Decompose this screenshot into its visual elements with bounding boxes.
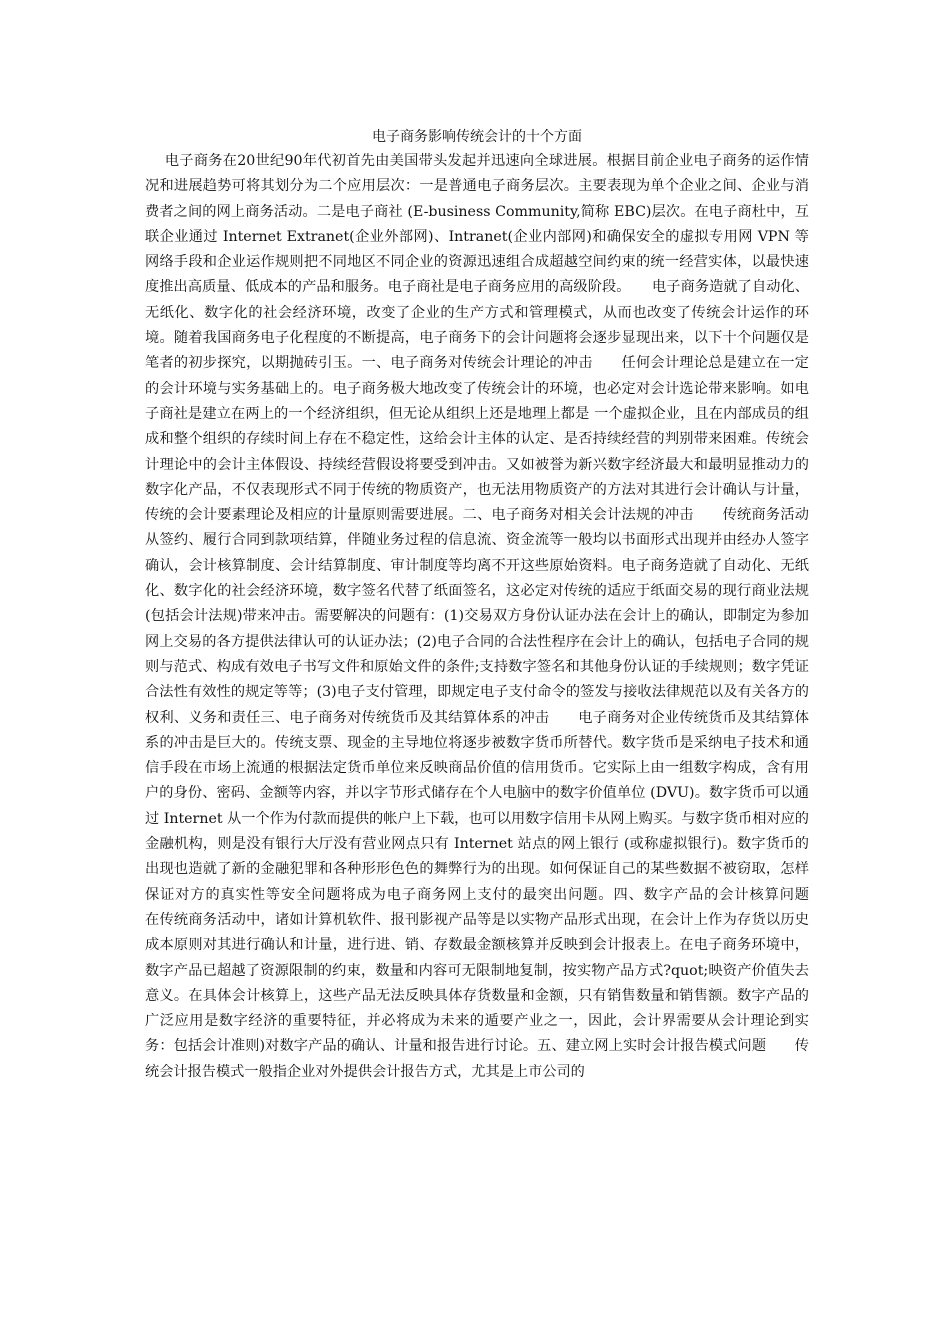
document-page <box>145 126 838 1085</box>
document-body: 电子商务在20世纪90年代初首先由美国带头发起并迅速向全球进展。根据目前企业电子商务的运作情况和进展趋势可将其划分为二个应用层次：一是普通电子商务层次。主要表现为单个企业之间、企业与消费者之间的网上商务活动。二是电子商社 (E-business Community,简称 EBC)层次。在电子商杜中，互联企业通过 Internet Extranet(企业外部网)、Intranet(企业内部网)和确保安全的虚拟专用网 VPN 等网络手段和企业运作规则把不同地区不同企业的资源迅速组合成超越空间约束的统一经营实体，以最快速度推出高质量、低成本的产品和服务。电子商社是电子商务应用的高级阶段。 电子商务造就了自动化、无纸化、数字化的社会经济环境，改变了企业的生产方式和管理模式，从而也改变了传统会计运作的环境。随着我国商务电子化程度的不断提高，电子商务下的会计问题将会逐步显现出来，以下十个问题仅是笔者的初步探究，以期抛砖引玉。一、电子商务对传统会计理论的冲击 任何会计理论总是建立在一定的会计环境与实务基础上的。电子商务极大地改变了传统会计的环境，也必定对会计选论带来影响。如电子商社是建立在两上的一个经济组织，但无论从组织上还是地理上都是 一个虚拟企业，且在内部成员的组成和整个组织的存续时间上存在不稳定性，这给会计主体的认定、是否持续经营的判别带来困难。传统会计理论中的会计主体假设、持续经营假设将要受到冲击。又如被誉为新兴数字经济最大和最明显推动力的数字化产品，不仅表现形式不同于传统的物质资产，也无法用物质资产的方法对其进行会计确认与计量，传统的会计要素理论及相应的计量原则需要进展。二、电子商务对相关会计法规的冲击 传统商务活动从签约、履行合同到款项结算，伴随业务过程的信息流、资金流等一般均以书面形式出现并由经办人签字确认，会计核算制度、会计结算制度、审计制度等均离不开这些原始资料。电子商务造就了自动化、无纸化、数字化的社会经济环境，数字签名代替了纸面签名，这必定对传统的适应于纸面交易的现行商业法规(包括会计法规)带来冲击。需要解决的问题有：(1)交易双方身份认证办法在会计上的确认，即制定为参加网上交易的各方提供法律认可的认证办法；(2)电子合同的合法性程序在会计上的确认，包括电子合同的规则与范式、构成有效电子书写文件和原始文件的条件;支持数字签名和其他身份认证的手续规则；数字凭证合法性有效性的规定等等；(3)电子支付管理，即规定电子支付命令的签发与接收法律规范以及有关各方的权利、义务和责任三、电子商务对传统货币及其结算体系的冲击 电子商务对企业传统货币及其结算体系的冲击是巨大的。传统支票、现金的主导地位将逐步被数字货币所替代。数字货币是采纳电子技术和通信手段在市场上流通的根据法定货币单位来反映商品价值的信用货币。它实际上由一组数字构成，含有用户的身份、密码、金额等内容，并以字节形式储存在个人电脑中的数字价值单位 (DVU)。数字货币可以通过 Internet 从一个作为付款而提供的帐户上下载，也可以用数字信用卡从网上购买。与数字货币相对应的金融机构，则是没有银行大厅没有营业网点只有 Internet 站点的网上银行 (或称虚拟银行)。数字货币的出现也造就了新的金融犯罪和各种形形色色的舞弊行为的出现。如何保证自己的某些数据不被窃取，怎样保证对方的真实性等安全问题将成为电子商务网上支付的最突出问题。四、数字产品的会计核算问题 在传统商务活动中，诸如计算机软件、报刊影视产品等是以实物产品形式出现，在会计上作为存货以历史成本原则对其进行确认和计量，进行进、销、存数最金额核算并反映到会计报表上。在电子商务环境中，数字产品已超越了资源限制的约束，数量和内容可无限制地复制，按实物产品方式?quot;映资产价值失去意义。在具体会计核算上，这些产品无法反映具体存货数量和金额，只有销售数量和销售额。数字产品的广泛应用是数字经济的重要特征，并必将成为未来的遁要产业之一，因此，会计界需要从会计理论到实务：包括会计准则)对数字产品的确认、计量和报告进行讨论。五、建立网上实时会计报告模式问题 传统会计报告模式一般指企业对外提供会计报告方式，尤其是上市公司的 <box>145 153 838 1080</box>
document-title: 电子商务影响传统会计的十个方面 <box>372 129 582 145</box>
